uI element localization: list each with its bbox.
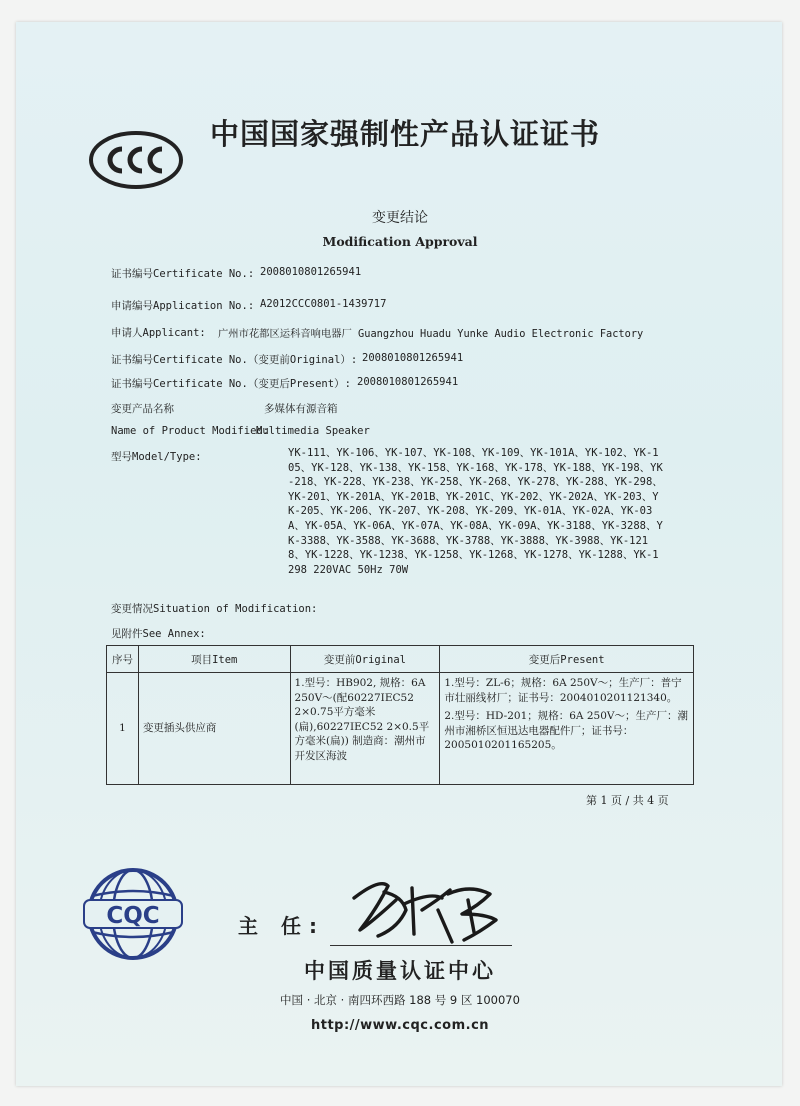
model-label: 型号Model/Type:	[111, 451, 202, 463]
model-list: YK-111、YK-106、YK-107、YK-108、YK-109、YK-101A、YK-102、YK-105、YK-128、YK-138、YK-158、YK-168、YK-178、YK-188、YK-198、YK-218、YK-228、YK-238、YK-258、YK-268、YK-278、YK-288、YK-298、YK-201、YK-201A、YK-201B、YK-201C、YK-202、YK-202A、YK-203、YK-205、YK-206、YK-207、YK-208、YK-209、YK-01A、YK-02A、YK-03A、YK-05A、YK-06A、YK-07A、YK-08A、YK-09A、YK-3188、YK-3288、YK-3388、YK-3588、YK-3688、YK-3788、YK-3888、YK-3988、YK-1218、YK-1228、YK-1238、YK-1258、YK-1268、YK-1278、YK-1288、YK-1298 220VAC 50Hz 70W	[288, 447, 663, 576]
table-row	[107, 673, 694, 785]
page-indicator: 第 1 页 / 共 4 页	[586, 794, 669, 807]
signature-line	[330, 945, 512, 946]
product-label: 变更产品名称	[111, 403, 174, 415]
row-item: 变更插头供应商	[138, 673, 290, 785]
row-present	[440, 673, 694, 785]
cert-no-label: 证书编号Certificate No.:	[111, 268, 255, 280]
cqc-logo	[78, 866, 188, 962]
row-no: 1	[107, 673, 139, 785]
product-value: 多媒体有源音箱	[264, 403, 338, 415]
applicant-value: 广州市花都区运科音响电器厂 Guangzhou Huadu Yunke Audio Electronic Factory	[218, 328, 644, 340]
col-header-original: 变更前Original	[290, 646, 440, 673]
applicant-label: 申请人Applicant:	[111, 327, 206, 339]
col-header-present: 变更后Present	[440, 646, 694, 673]
ccc-logo	[88, 130, 184, 190]
original-cert-value: 2008010801265941	[362, 352, 464, 364]
cert-no-value: 2008010801265941	[260, 266, 362, 278]
present-cert-label: 证书编号Certificate No.（变更后Present）:	[111, 378, 351, 390]
modification-table	[106, 645, 694, 785]
certificate-title: 中国国家强制性产品认证证书	[210, 117, 601, 151]
organization-url: http://www.cqc.com.cn	[310, 1018, 490, 1033]
section-title-en: Modification Approval	[322, 234, 478, 249]
present-cert-value: 2008010801265941	[357, 376, 459, 388]
situation-label: 变更情况Situation of Modification:	[111, 603, 318, 615]
col-header-item: 项目Item	[138, 646, 290, 673]
app-no-label: 申请编号Application No.:	[111, 300, 255, 312]
section-title-zh: 变更结论	[372, 210, 428, 226]
cqc-logo-text: CQC	[106, 903, 160, 929]
director-label: 主 任:	[238, 914, 325, 938]
product-en-value: Multimedia Speaker	[256, 425, 370, 437]
app-no-value: A2012CCC0801-1439717	[260, 298, 387, 310]
organization-name: 中国质量认证中心	[304, 959, 496, 983]
product-en-label: Name of Product Modified:	[111, 425, 270, 437]
row-original: 1.型号：HB902, 规格：6A 250V～(配60227IEC52 2×0.75平方毫米(扁),60227IEC52 2×0.5平方毫米(扁)) 制造商：潮州市开发区海波	[290, 673, 440, 785]
original-cert-label: 证书编号Certificate No.（变更前Original）:	[111, 354, 358, 366]
col-header-no: 序号	[107, 646, 139, 673]
director-signature	[340, 870, 510, 950]
annex-label: 见附件See Annex:	[111, 628, 206, 640]
table-header-row	[107, 646, 694, 673]
organization-address: 中国 · 北京 · 南四环西路 188 号 9 区 100070	[280, 993, 520, 1007]
present-entry-1: 1.型号：ZL-6；规格：6A 250V～；生产厂：普宁市壮丽线材厂；证书号：2004010201121340。	[444, 677, 682, 704]
present-entry-2: 2.型号：HD-201；规格：6A 250V～；生产厂：潮州市湘桥区恒迅达电器配件厂；证书号：2005010201165205。	[444, 710, 688, 751]
